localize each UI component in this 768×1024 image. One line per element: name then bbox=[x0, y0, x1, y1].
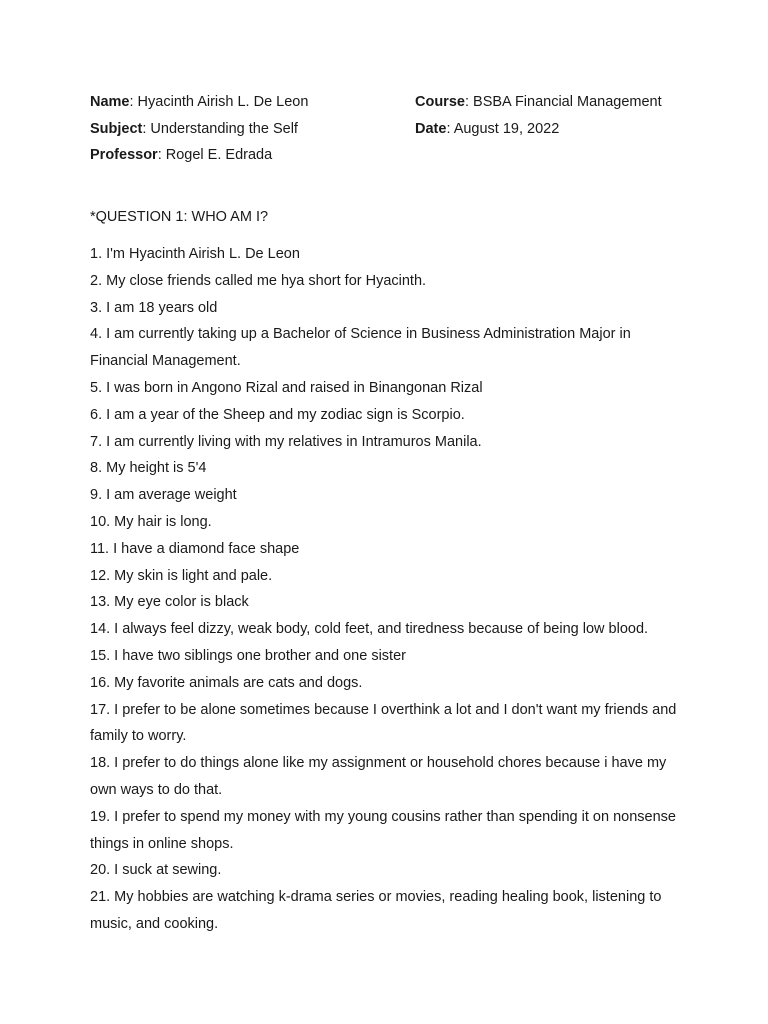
question-heading: *QUESTION 1: WHO AM I? bbox=[90, 209, 269, 225]
list-item: 8. My height is 5'4 bbox=[90, 460, 207, 477]
list-item: 14. I always feel dizzy, weak body, cold feet, and tiredness because of being low blood. bbox=[90, 621, 649, 638]
list-item: 2. My close friends called me hya short for Hyacinth. bbox=[90, 272, 427, 289]
professor-field bbox=[90, 145, 272, 165]
subject-field bbox=[90, 119, 298, 139]
course-value: : BSBA Financial Management bbox=[464, 94, 662, 110]
list-item: 19. I prefer to spend my money with my young cousins rather than spending it on nonsense things in online shops. bbox=[90, 808, 676, 852]
professor-label: Professor bbox=[90, 147, 158, 163]
list-item: 7. I am currently living with my relatives in Intramuros Manila. bbox=[90, 433, 482, 450]
document-header bbox=[90, 92, 690, 172]
course-field bbox=[415, 92, 662, 112]
header-row-subject-date bbox=[90, 119, 690, 146]
professor-value: : Rogel E. Edrada bbox=[157, 147, 273, 163]
subject-value: : Understanding the Self bbox=[142, 120, 298, 137]
list-item: 20. I suck at sewing. bbox=[90, 862, 222, 879]
course-label: Course bbox=[415, 94, 465, 110]
header-row-name-course bbox=[90, 92, 690, 119]
date-label: Date bbox=[415, 120, 447, 137]
list-item: 17. I prefer to be alone sometimes because I overthink a lot and I don't want my friends and family to worry. bbox=[90, 701, 677, 745]
list-item: 12. My skin is light and pale. bbox=[90, 567, 273, 584]
list-item: 15. I have two siblings one brother and one sister bbox=[90, 647, 406, 664]
name-label: Name bbox=[90, 94, 130, 110]
date-value: : August 19, 2022 bbox=[446, 120, 560, 137]
answer-list bbox=[90, 241, 690, 938]
list-item: 18. I prefer to do things alone like my assignment or household chores because i have my own ways to do that. bbox=[90, 755, 667, 798]
list-item: 21. My hobbies are watching k-drama series or movies, reading healing book, listening to music, and cooking. bbox=[90, 889, 662, 932]
list-item: 16. My favorite animals are cats and dogs. bbox=[90, 674, 363, 691]
list-item: 5. I was born in Angono Rizal and raised in Binangonan Rizal bbox=[90, 379, 483, 396]
list-item: 3. I am 18 years old bbox=[90, 299, 218, 316]
list-item: 6. I am a year of the Sheep and my zodiac sign is Scorpio. bbox=[90, 406, 465, 423]
date-field bbox=[415, 119, 559, 139]
list-item: 11. I have a diamond face shape bbox=[90, 540, 300, 557]
name-value: : Hyacinth Airish L. De Leon bbox=[129, 94, 309, 110]
subject-label: Subject bbox=[90, 120, 143, 137]
name-field bbox=[90, 92, 308, 112]
header-row-professor bbox=[90, 145, 690, 172]
list-item: 9. I am average weight bbox=[90, 487, 237, 504]
list-item: 1. I'm Hyacinth Airish L. De Leon bbox=[90, 246, 300, 262]
list-item: 10. My hair is long. bbox=[90, 513, 212, 530]
list-item: 4. I am currently taking up a Bachelor of Science in Business Administration Major in Financial Management. bbox=[90, 326, 631, 370]
list-item: 13. My eye color is black bbox=[90, 594, 249, 611]
